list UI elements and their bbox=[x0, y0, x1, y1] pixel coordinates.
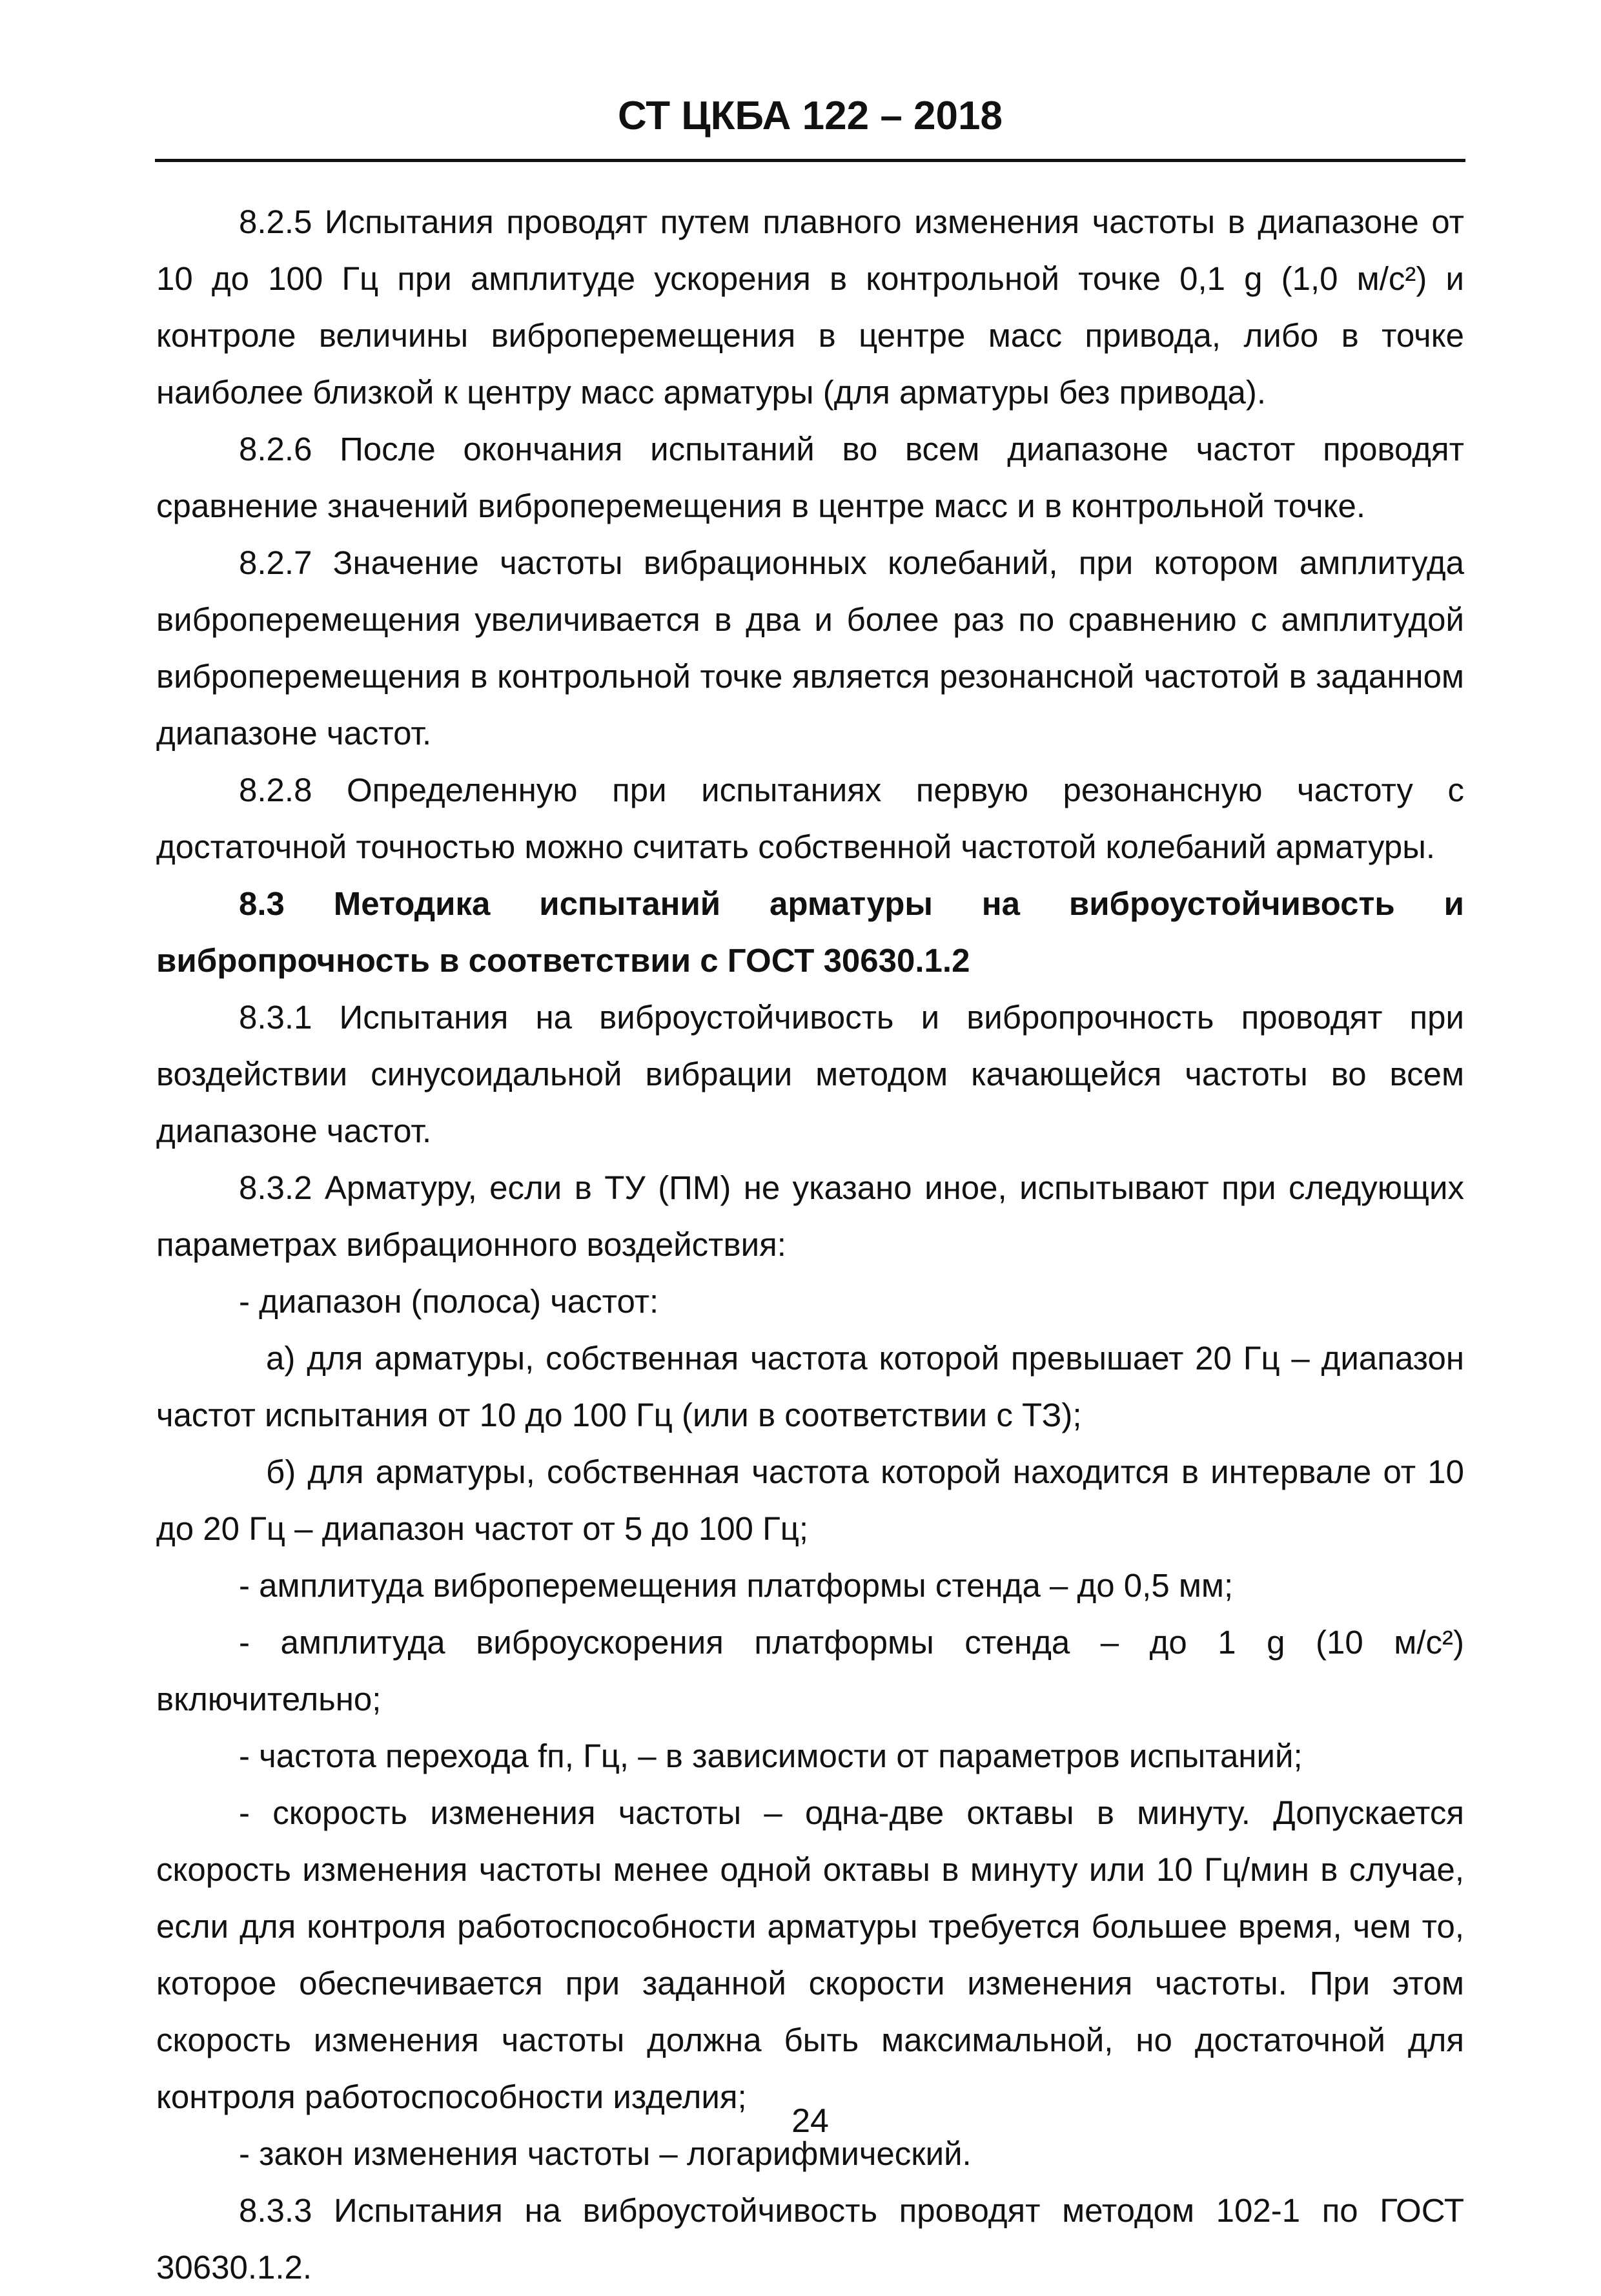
header-divider bbox=[155, 159, 1465, 162]
page-number: 24 bbox=[791, 2102, 829, 2140]
list-item-frequency-range: - диапазон (полоса) частот: bbox=[239, 1283, 659, 1320]
list-subitem-a: а) для арматуры, собственная частота которой превышает 20 Гц – диапазон частот испытания от 10 до 100 Гц (или в соответствии с ТЗ); bbox=[156, 1340, 1464, 1433]
paragraph-8-2-7: 8.2.7 Значение частоты вибрационных колебаний, при котором амплитуда виброперемещения увеличивается в два и более раз по сравнению с амплитудой виброперемещения в контрольной точке является резонансной частотой в заданном диапазоне частот. bbox=[156, 544, 1464, 752]
list-subitem-b: б) для арматуры, собственная частота которой находится в интервале от 10 до 20 Гц – диапазон частот от 5 до 100 Гц; bbox=[156, 1453, 1464, 1547]
paragraph-8-3-2: 8.3.2 Арматуру, если в ТУ (ПМ) не указано иное, испытывают при следующих параметрах вибрационного воздействия: bbox=[156, 1169, 1464, 1263]
paragraph-8-2-6: 8.2.6 После окончания испытаний во всем диапазоне частот проводят сравнение значений виброперемещения в центре масс и в контрольной точке. bbox=[156, 431, 1464, 524]
list-item-crossover-frequency: - частота перехода fп, Гц, – в зависимости от параметров испытаний; bbox=[239, 1737, 1303, 1774]
list-item-acceleration-amplitude: - амплитуда виброускорения платформы стенда – до 1 g (10 м/с²) включительно; bbox=[156, 1624, 1464, 1717]
paragraph-8-3-3: 8.3.3 Испытания на виброустойчивость проводят методом 102-1 по ГОСТ 30630.1.2. bbox=[156, 2192, 1464, 2286]
list-item-sweep-rate: - скорость изменения частоты – одна-две октавы в минуту. Допускается скорость изменения частоты менее одной октавы в минуту или 10 Гц/мин в случае, если для контроля работоспособности арматуры требуется большее время, чем то, которое обеспечивается при заданной скорости изменения частоты. При этом скорость изменения частоты должна быть максимальной, но достаточной для контроля работоспособности изделия; bbox=[156, 1794, 1464, 2115]
list-item-sweep-law: - закон изменения частоты – логарифмический. bbox=[239, 2135, 972, 2172]
document-header: СТ ЦКБА 122 – 2018 bbox=[618, 94, 1003, 138]
document-body bbox=[156, 194, 1464, 2296]
section-heading-8-3: 8.3 Методика испытаний арматуры на виброустойчивость и вибропрочность в соответствии с ГОСТ 30630.1.2 bbox=[156, 885, 1464, 979]
paragraph-8-2-8: 8.2.8 Определенную при испытаниях первую резонансную частоту с достаточной точностью можно считать собственной частотой колебаний арматуры. bbox=[156, 772, 1464, 865]
paragraph-8-3-1: 8.3.1 Испытания на виброустойчивость и вибропрочность проводят при воздействии синусоидальной вибрации методом качающейся частоты во всем диапазоне частот. bbox=[156, 999, 1464, 1149]
list-item-displacement-amplitude: - амплитуда виброперемещения платформы стенда – до 0,5 мм; bbox=[239, 1567, 1234, 1604]
paragraph-8-2-5: 8.2.5 Испытания проводят путем плавного изменения частоты в диапазоне от 10 до 100 Гц при амплитуде ускорения в контрольной точке 0,1 g (1,0 м/с²) и контроле величины виброперемещения в центре масс привода, либо в точке наиболее близкой к центру масс арматуры (для арматуры без привода). bbox=[156, 203, 1464, 411]
